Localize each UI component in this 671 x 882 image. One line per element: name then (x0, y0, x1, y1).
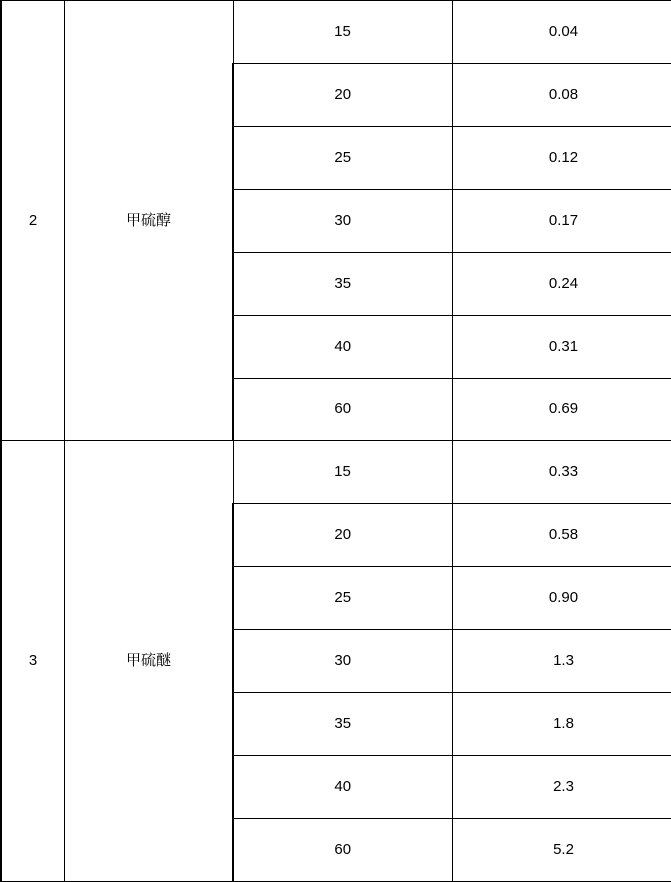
value-cell: 5.2 (452, 818, 671, 881)
value-cell: 1.3 (452, 630, 671, 693)
row-index-cell: 2 (1, 1, 65, 441)
temperature-cell: 25 (233, 126, 452, 189)
value-cell: 0.08 (452, 63, 671, 126)
substance-name-cell: 甲硫醇 (65, 1, 234, 441)
temperature-cell: 30 (233, 630, 452, 693)
value-cell: 0.12 (452, 126, 671, 189)
temperature-cell: 25 (233, 567, 452, 630)
temperature-cell: 30 (233, 189, 452, 252)
temperature-cell: 20 (233, 504, 452, 567)
table-body (1, 1, 671, 882)
row-index-cell: 3 (1, 441, 65, 882)
value-cell: 0.33 (452, 441, 671, 504)
value-cell: 0.58 (452, 504, 671, 567)
table-row (1, 441, 671, 504)
value-cell: 0.69 (452, 378, 671, 441)
temperature-cell: 15 (233, 1, 452, 64)
value-cell: 0.24 (452, 252, 671, 315)
temperature-cell: 40 (233, 756, 452, 819)
temperature-cell: 60 (233, 818, 452, 881)
temperature-cell: 40 (233, 315, 452, 378)
value-cell: 0.04 (452, 1, 671, 64)
temperature-cell: 60 (233, 378, 452, 441)
temperature-cell: 20 (233, 63, 452, 126)
table-row (1, 1, 671, 64)
substance-name-cell: 甲硫醚 (65, 441, 234, 882)
value-cell: 0.17 (452, 189, 671, 252)
value-cell: 1.8 (452, 693, 671, 756)
value-cell: 0.31 (452, 315, 671, 378)
value-cell: 2.3 (452, 756, 671, 819)
temperature-cell: 15 (233, 441, 452, 504)
temperature-cell: 35 (233, 252, 452, 315)
value-cell: 0.90 (452, 567, 671, 630)
temperature-cell: 35 (233, 693, 452, 756)
